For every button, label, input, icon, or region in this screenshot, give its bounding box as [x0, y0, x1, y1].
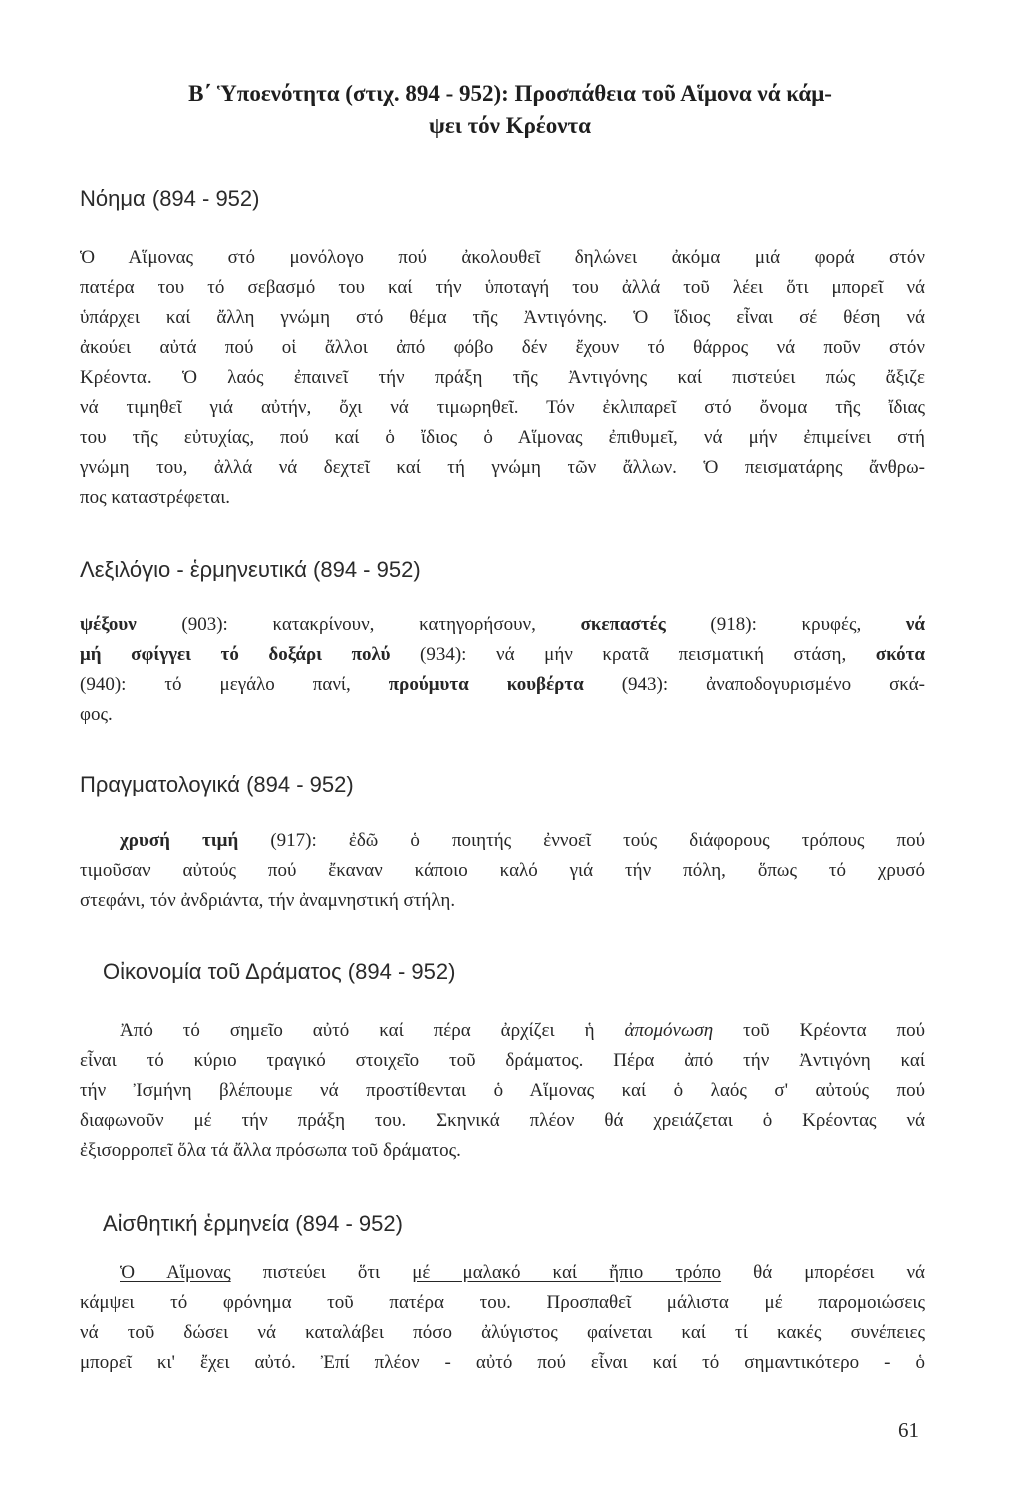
- body-text: τοῦ Κρέοντα πού: [713, 1020, 925, 1041]
- paragraph-aisthitiki: [80, 1258, 925, 1378]
- underlined-text: Ὁ Αἵμονας: [120, 1262, 231, 1283]
- gloss-text: (917): ἐδῶ ὁ ποιητής ἐννοεῖ τούς διάφορους τρόπους πού: [238, 830, 925, 851]
- text-line: νά τοῦ δώσει νά καταλάβει πόσο ἀλύγιστος φαίνεται καί τί κακές συνέπειες: [80, 1322, 925, 1343]
- text-line: Κρέοντα. Ὁ λαός ἐπαινεῖ τήν πράξη τῆς Ἀντιγόνης καί πιστεύει πώς ἄξιζε: [80, 367, 925, 388]
- page-number: 61: [898, 1418, 919, 1442]
- gloss-term: σκεπαστές: [580, 614, 666, 635]
- text-line: Ὁ Αἵμονας στό μονόλογο πού ἀκολουθεῖ δηλώνει ἀκόμα μιά φορά στόν: [80, 247, 925, 268]
- text-line: στεφάνι, τόν ἀνδριάντα, τήν ἀναμνηστική στήλη.: [80, 890, 456, 911]
- gloss-term: σκότα: [875, 644, 925, 665]
- text-line: [80, 826, 925, 856]
- gloss-text: (940): τό μεγάλο πανί,: [80, 674, 389, 695]
- emphasis-text: ἀπομόνωση: [624, 1020, 714, 1041]
- text-line: μπορεῖ κι' ἔχει αὐτό. Ἐπί πλέον - αὐτό πού εἶναι καί τό σημαντικότερο - ὁ: [80, 1352, 925, 1373]
- text-line: [80, 610, 925, 640]
- gloss-text: (943): ἀναποδογυρισμένο σκά-: [583, 674, 925, 695]
- text-line: ὑπάρχει καί ἄλλη γνώμη στό θέμα τῆς Ἀντιγόνης. Ὁ ἴδιος εἶναι σέ θέση νά: [80, 307, 925, 328]
- text-line: [80, 640, 925, 670]
- text-line: φος.: [80, 704, 113, 725]
- paragraph-pragmatologika: [80, 826, 925, 916]
- gloss-term: μή σφίγγει τό δοξάρι πολύ: [80, 644, 391, 665]
- heading-oikonomia: Οἰκονομία τοῦ Δράματος (894 - 952): [103, 959, 456, 984]
- heading-pragmatologika: Πραγματολογικά (894 - 952): [80, 772, 354, 797]
- paragraph-lexilogio: [80, 610, 925, 730]
- text-line: ἀκούει αὐτά πού οἱ ἄλλοι ἀπό φόβο δέν ἔχουν τό θάρρος νά ποῦν στόν: [80, 337, 925, 358]
- body-text: θά μπορέσει νά: [721, 1262, 925, 1283]
- subsection-title: [70, 78, 950, 142]
- heading-lexilogio: Λεξιλόγιο - ἑρμηνευτικά (894 - 952): [80, 557, 421, 582]
- gloss-term: χρυσή τιμή: [120, 830, 239, 851]
- title-line-2: ψει τόν Κρέοντα: [429, 113, 591, 138]
- text-line: πος καταστρέφεται.: [80, 487, 231, 508]
- text-line: κάμψει τό φρόνημα τοῦ πατέρα του. Προσπαθεῖ μάλιστα μέ παρομοιώσεις: [80, 1292, 925, 1313]
- title-line-1: Β΄ Ὑποενότητα (στιχ. 894 - 952): Προσπάθεια τοῦ Αἵμονα νά κάμ-: [188, 81, 832, 106]
- text-line: εἶναι τό κύριο τραγικό στοιχεῖο τοῦ δράματος. Πέρα ἀπό τήν Ἀντιγόνη καί: [80, 1050, 925, 1071]
- paragraph-noima: [80, 243, 925, 513]
- underlined-text: μέ μαλακό καί ἤπιο τρόπο: [412, 1262, 722, 1283]
- gloss-text: (934): νά μήν κρατᾶ πεισματική στάση,: [390, 644, 876, 665]
- gloss-term: προύμυτα κουβέρτα: [388, 674, 584, 695]
- text-line: ἐξισορροπεῖ ὅλα τά ἄλλα πρόσωπα τοῦ δράματος.: [80, 1140, 461, 1161]
- gloss-term: νά: [905, 614, 925, 635]
- gloss-term: ψέξουν: [80, 614, 137, 635]
- text-line: νά τιμηθεῖ γιά αὐτήν, ὄχι νά τιμωρηθεῖ. Τόν ἐκλιπαρεῖ στό ὄνομα τῆς ἴδιας: [80, 397, 925, 418]
- text-line: τήν Ἰσμήνη βλέπουμε νά προστίθενται ὁ Αἵμονας καί ὁ λαός σ' αὐτούς πού: [80, 1080, 925, 1101]
- heading-aisthitiki: Αἰσθητική ἑρμηνεία (894 - 952): [103, 1211, 403, 1236]
- body-text: Ἀπό τό σημεῖο αὐτό καί πέρα ἀρχίζει ἡ: [120, 1020, 625, 1041]
- text-line: γνώμη του, ἀλλά νά δεχτεῖ καί τή γνώμη τῶν ἄλλων. Ὁ πεισματάρης ἄνθρω-: [80, 457, 925, 478]
- heading-noima: Νόημα (894 - 952): [80, 186, 260, 211]
- text-line: [80, 670, 925, 700]
- text-line: του τῆς εὐτυχίας, πού καί ὁ ἴδιος ὁ Αἵμονας ἐπιθυμεῖ, νά μήν ἐπιμείνει στή: [80, 427, 925, 448]
- text-line: διαφωνοῦν μέ τήν πράξη του. Σκηνικά πλέον θά χρειάζεται ὁ Κρέοντας νά: [80, 1110, 925, 1131]
- body-text: πιστεύει ὅτι: [230, 1262, 413, 1283]
- text-line: πατέρα του τό σεβασμό του καί τήν ὑποταγή του ἀλλά τοῦ λέει ὅτι μπορεῖ νά: [80, 277, 925, 298]
- gloss-text: (918): κρυφές,: [665, 614, 906, 635]
- text-line: τιμοῦσαν αὐτούς πού ἔκαναν κάποιο καλό γιά τήν πόλη, ὅπως τό χρυσό: [80, 860, 925, 881]
- text-line: [80, 1258, 925, 1288]
- paragraph-oikonomia: [80, 1016, 925, 1166]
- gloss-text: (903): κατακρίνουν, κατηγορήσουν,: [136, 614, 581, 635]
- text-line: [80, 1016, 925, 1046]
